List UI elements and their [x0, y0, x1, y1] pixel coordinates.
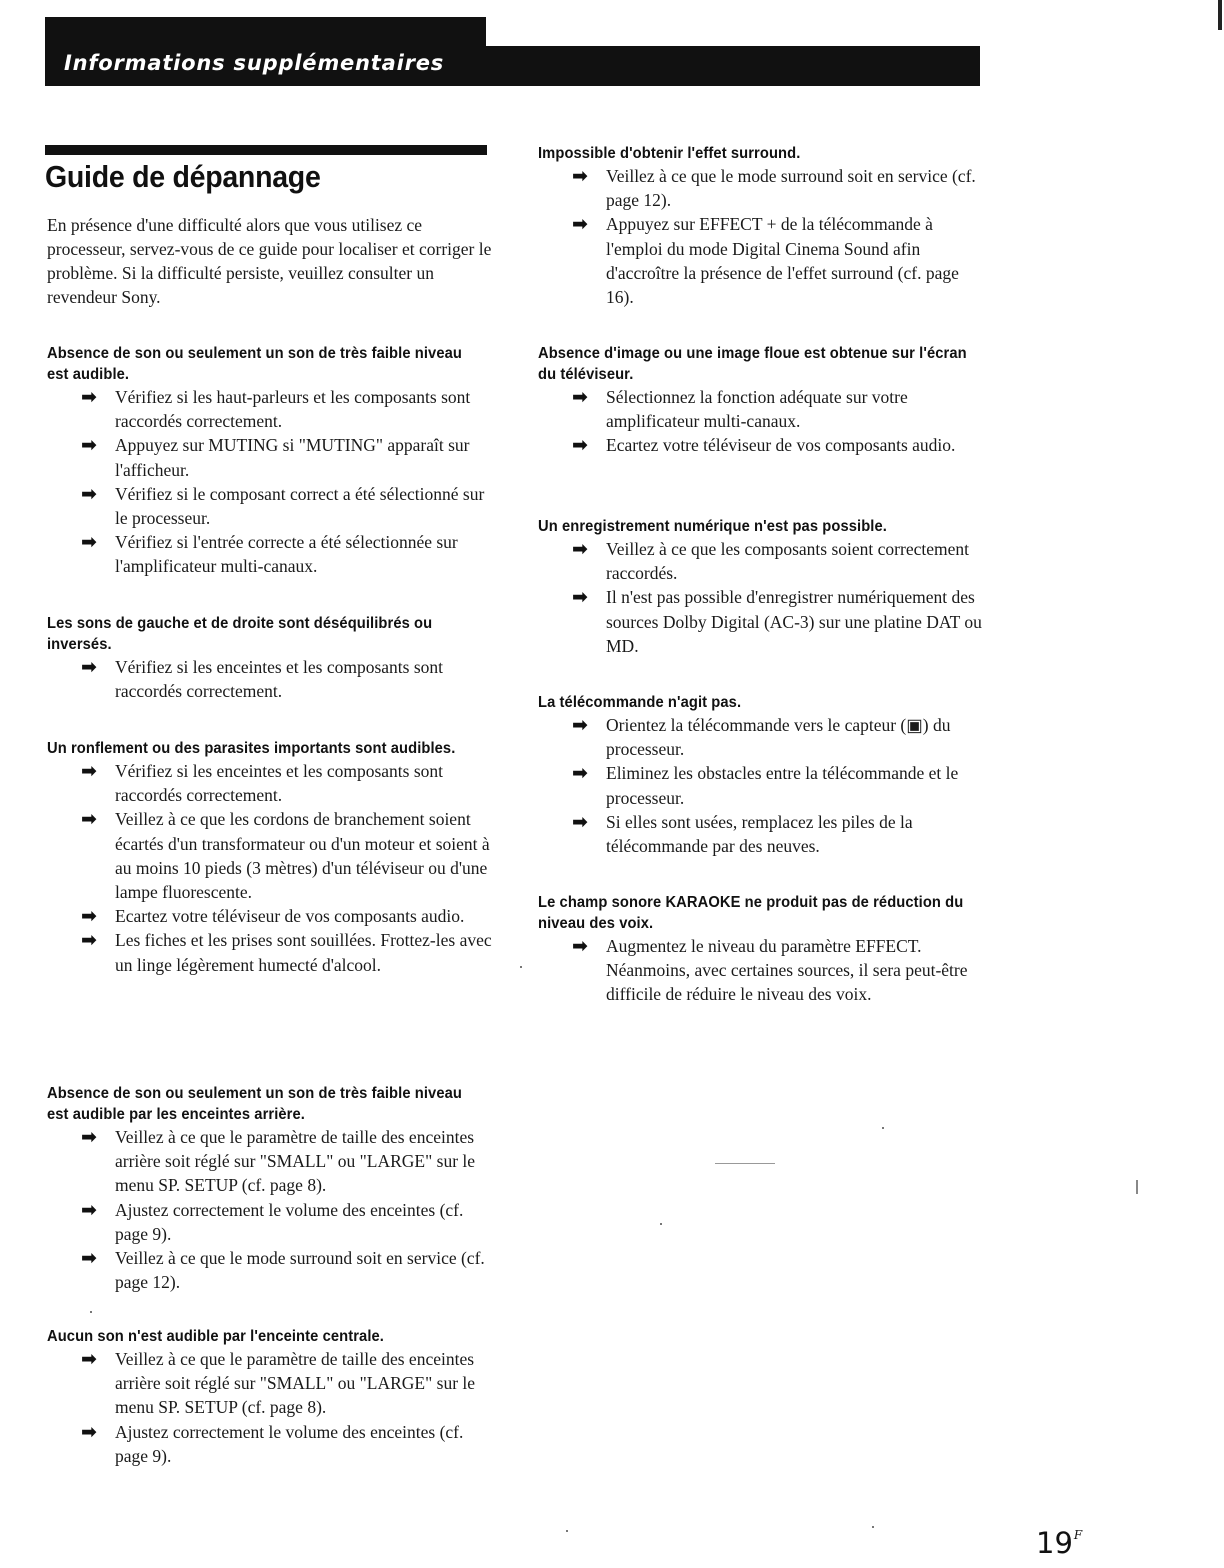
page-number: $19^F$ — [1036, 1526, 1083, 1560]
scan-speck — [715, 1163, 775, 1164]
scan-speck — [872, 1526, 874, 1528]
scan-speck — [566, 1530, 568, 1532]
troubleshoot-section — [47, 738, 497, 977]
right-arrow-icon: ➡ — [572, 810, 588, 833]
right-arrow-icon: ➡ — [81, 1348, 97, 1370]
right-arrow-icon: ➡ — [81, 905, 97, 928]
list-item: ➡ Appuyez sur MUTING si "MUTING" apparaît sur l'afficheur. — [81, 434, 470, 480]
troubleshoot-section — [538, 692, 988, 858]
right-arrow-icon: ➡ — [81, 434, 97, 457]
section-heading: Impossible d'obtenir l'effet surround. — [538, 145, 801, 162]
list-item: ➡ Ecartez votre téléviseur de vos composants audio. — [81, 905, 465, 928]
section-header-label: Informations supplémentaires — [64, 51, 445, 75]
troubleshoot-section — [538, 892, 988, 1007]
right-arrow-icon: ➡ — [81, 482, 97, 505]
section-heading: Les sons de gauche et de droite sont déséquilibrés ou inversés. — [47, 615, 433, 653]
list-item: ➡ Si elles sont usées, remplacez les piles de la télécommande par des neuves. — [572, 810, 913, 857]
page-suffix: F — [1073, 1528, 1083, 1542]
section-heading: Absence de son ou seulement un son de très faible niveau est audible. — [47, 345, 462, 383]
right-arrow-icon: ➡ — [81, 929, 97, 952]
list-item: ➡ Veillez à ce que le mode surround soit en service (cf. page 12). — [572, 165, 976, 211]
right-arrow-icon: ➡ — [572, 538, 588, 560]
right-arrow-icon: ➡ — [81, 760, 97, 782]
list-item: ➡ Vérifiez si les enceintes et les composants sont raccordés correctement. — [81, 760, 444, 806]
troubleshoot-section — [538, 516, 988, 658]
section-heading: La télécommande n'agit pas. — [538, 694, 742, 711]
right-arrow-icon: ➡ — [572, 762, 588, 785]
section-heading: Le champ sonore KARAOKE ne produit pas de réduction du niveau des voix. — [538, 894, 964, 932]
scan-speck — [90, 1311, 92, 1313]
list-item: ➡ Ecartez votre téléviseur de vos composants audio. — [572, 434, 956, 457]
right-arrow-icon: ➡ — [81, 1247, 97, 1270]
right-arrow-icon: ➡ — [572, 434, 588, 457]
list-item: ➡ Orientez la télécommande vers le capteur (▣) du processeur. — [572, 714, 951, 760]
scan-speck — [1136, 1180, 1138, 1194]
scan-speck — [520, 966, 522, 968]
list-item: ➡ Veillez à ce que le mode surround soit en service (cf. page 12). — [81, 1247, 485, 1293]
section-heading: Un enregistrement numérique n'est pas possible. — [538, 518, 887, 535]
scan-speck — [882, 1127, 884, 1129]
list-item: ➡ Ajustez correctement le volume des enceintes (cf. page 9). — [81, 1198, 464, 1244]
right-arrow-icon: ➡ — [572, 935, 588, 957]
right-arrow-icon: ➡ — [81, 386, 97, 408]
title-rule — [45, 145, 487, 155]
list-item: ➡ Sélectionnez la fonction adéquate sur votre amplificateur multi-canaux. — [572, 386, 908, 432]
right-arrow-icon: ➡ — [81, 1126, 97, 1148]
right-arrow-icon: ➡ — [81, 531, 97, 554]
list-item: ➡ Veillez à ce que le paramètre de taille des enceintes arrière soit réglé sur "SMALL" ou "LARGE" sur le menu SP. SETUP (cf. page 8). — [81, 1348, 476, 1418]
right-arrow-icon: ➡ — [572, 165, 588, 187]
list-item: ➡ Vérifiez si l'entrée correcte a été sélectionnée sur l'amplificateur multi-canaux. — [81, 531, 458, 577]
scan-edge-mark — [1218, 0, 1222, 30]
troubleshoot-section — [538, 343, 988, 458]
list-item: ➡ Ajustez correctement le volume des enceintes (cf. page 9). — [81, 1420, 464, 1466]
list-item: ➡ Eliminez les obstacles entre la télécommande et le processeur. — [572, 762, 959, 808]
right-arrow-icon: ➡ — [572, 586, 588, 609]
right-arrow-icon: ➡ — [81, 656, 97, 678]
troubleshoot-section — [47, 613, 497, 703]
page-title: Guide de dépannage — [45, 159, 321, 194]
section-heading: Absence de son ou seulement un son de très faible niveau est audible par les enceintes arrière. — [47, 1085, 462, 1123]
right-arrow-icon: ➡ — [81, 1420, 97, 1443]
section-heading: Un ronflement ou des parasites importants sont audibles. — [47, 740, 456, 757]
troubleshoot-section — [47, 1083, 497, 1294]
list-item: ➡ Vérifiez si les enceintes et les composants sont raccordés correctement. — [81, 656, 444, 702]
list-item: ➡ Vérifiez si les haut-parleurs et les composants sont raccordés correctement. — [81, 386, 471, 432]
list-item: ➡ Il n'est pas possible d'enregistrer numériquement des sources Dolby Digital (AC-3) sur une platine DAT ou MD. — [572, 586, 982, 656]
troubleshoot-section — [538, 143, 988, 309]
right-arrow-icon: ➡ — [81, 808, 97, 831]
list-item: ➡ Les fiches et les prises sont souillées. Frottez-les avec un linge légèrement humecté d'alcool. — [81, 929, 492, 975]
right-arrow-icon: ➡ — [572, 714, 588, 736]
scan-speck — [660, 1223, 662, 1225]
section-heading: Aucun son n'est audible par l'enceinte centrale. — [47, 1328, 384, 1345]
intro-paragraph: En présence d'une difficulté alors que vous utilisez ce processeur, servez-vous de ce guide pour localiser et corriger le problème. Si la difficulté persiste, veuillez consulter un revendeur Sony. — [47, 215, 492, 307]
list-item: ➡ Vérifiez si le composant correct a été sélectionné sur le processeur. — [81, 482, 485, 529]
list-item: ➡ Veillez à ce que les composants soient correctement raccordés. — [572, 538, 969, 584]
list-item: ➡ Appuyez sur EFFECT + de la télécommande à l'emploi du mode Digital Cinema Sound afin d'accroître la présence de l'effet surround (cf. page 16). — [572, 213, 959, 308]
list-item: ➡ Veillez à ce que le paramètre de taille des enceintes arrière soit réglé sur "SMALL" ou "LARGE" sur le menu SP. SETUP (cf. page 8). — [81, 1126, 476, 1196]
list-item: ➡ Veillez à ce que les cordons de branchement soient écartés d'un transformateur ou d'un moteur et soient à au moins 10 pieds (3 mètres) d'un téléviseur ou d'une lampe fluorescente. — [81, 808, 490, 903]
section-heading: Absence d'image ou une image floue est obtenue sur l'écran du téléviseur. — [538, 345, 967, 383]
right-arrow-icon: ➡ — [81, 1198, 97, 1221]
list-item: ➡ Augmentez le niveau du paramètre EFFECT. Néanmoins, avec certaines sources, il sera peut-être difficile de réduire le niveau des voix. — [572, 935, 968, 1005]
right-arrow-icon: ➡ — [572, 213, 588, 236]
troubleshoot-section — [47, 343, 497, 579]
troubleshoot-section — [47, 1326, 497, 1468]
right-arrow-icon: ➡ — [572, 386, 588, 408]
